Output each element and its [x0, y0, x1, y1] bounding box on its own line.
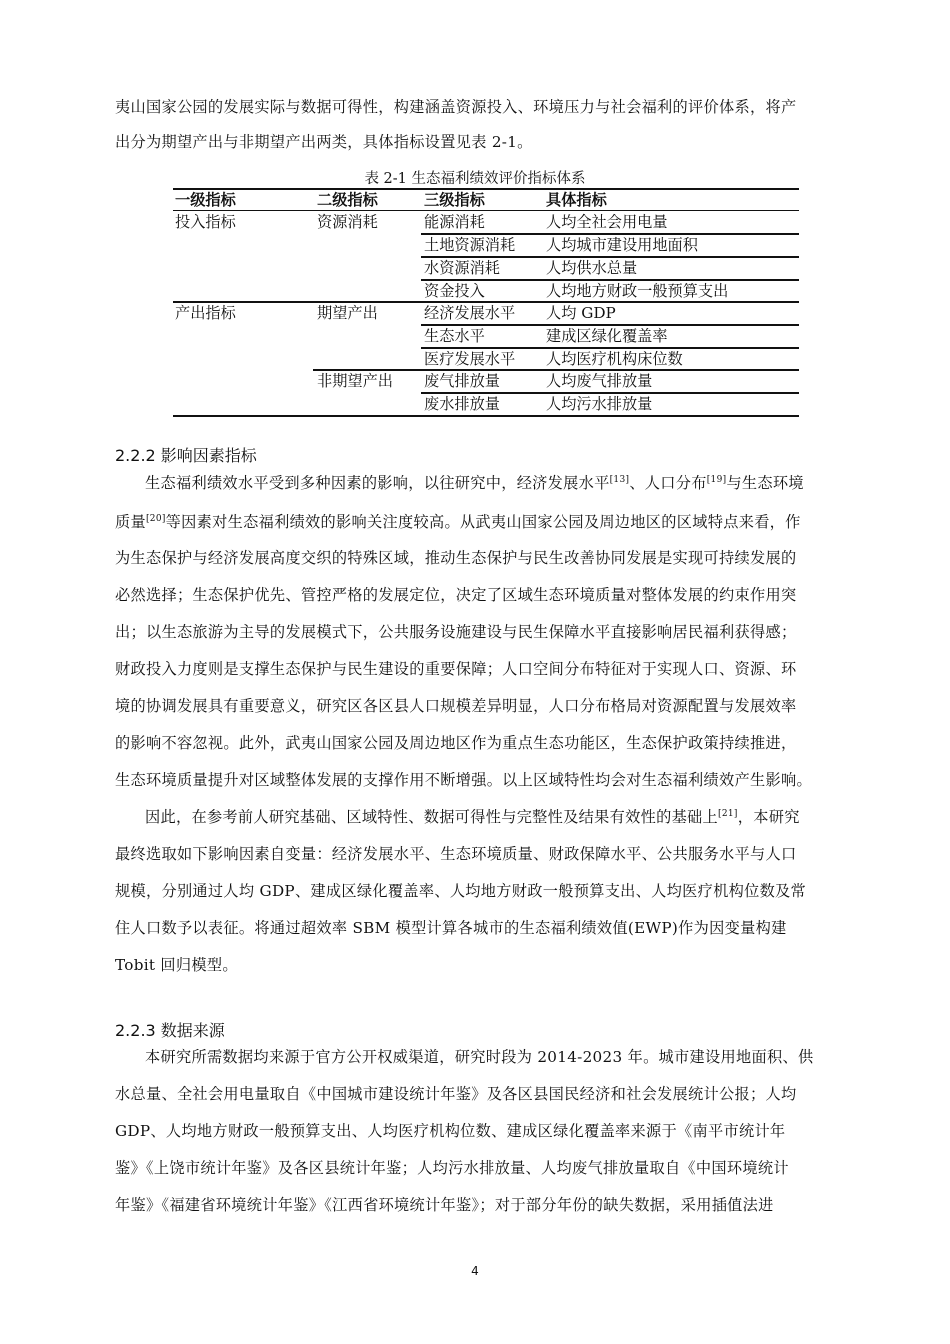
paragraph-line: GDP、人均地方财政一般预算支出、人均医疗机构位数、建成区绿化覆盖率来源于《南平市统计年	[115, 1122, 786, 1140]
table-header-rule	[173, 210, 799, 211]
table-caption: 表 2-1 生态福利绩效评价指标体系	[364, 171, 586, 187]
paragraph-line: Tobit 回归模型。	[115, 956, 238, 974]
paragraph-line: 必然选择；生态保护优先、管控严格的发展定位，决定了区域生态环境质量对整体发展的约束作用突	[115, 586, 797, 604]
table-cell-level3: 水资源消耗	[424, 259, 500, 277]
paragraph-line: 境的协调发展具有重要意义，研究区各区县人口规模差异明显，人口分布格局对资源配置与发展效率	[115, 697, 797, 715]
table-cell-level3: 资金投入	[424, 282, 485, 300]
table-cell-spec: 人均城市建设用地面积	[546, 236, 698, 254]
table-cell-spec: 人均污水排放量	[546, 395, 653, 413]
paragraph-line: 质量[20]等因素对生态福利绩效的影响关注度较高。从武夷山国家公园及周边地区的区域特点来看，作	[115, 513, 801, 531]
table-cell-spec: 建成区绿化覆盖率	[546, 327, 668, 345]
table-cell-level3: 生态水平	[424, 327, 485, 345]
citation: [19]	[706, 475, 727, 485]
citation: [20]	[145, 514, 166, 524]
table-cell-spec: 人均医疗机构床位数	[546, 350, 683, 368]
citation: [13]	[609, 475, 630, 485]
table-bottom-rule	[173, 415, 799, 417]
paragraph-line: 生态环境质量提升对区域整体发展的支撑作用不断增强。以上区域特性均会对生态福利绩效产生影响。	[115, 771, 812, 789]
paragraph-line: 因此，在参考前人研究基础、区域特性、数据可得性与完整性及结果有效性的基础上[21]，本研究	[145, 808, 800, 826]
header-level1: 一级指标	[175, 191, 236, 209]
paragraph-line: 水总量、全社会用电量取自《中国城市建设统计年鉴》及各区县国民经济和社会发展统计公报；人均	[115, 1085, 797, 1103]
header-level3: 三级指标	[424, 191, 485, 209]
indicator-table	[173, 188, 799, 417]
header-level2: 二级指标	[317, 191, 378, 209]
paragraph-line: 的影响不容忽视。此外，武夷山国家公园及周边地区作为重点生态功能区，生态保护政策持续推进，	[115, 734, 797, 752]
table-cell-level3: 经济发展水平	[424, 304, 516, 322]
header-specific: 具体指标	[546, 191, 607, 209]
table-cell-spec: 人均全社会用电量	[546, 213, 668, 231]
paragraph-line: 住人口数予以表征。将通过超效率 SBM 模型计算各城市的生态福利绩效值(EWP)作为因变量构建	[115, 919, 787, 937]
table-cell-spec: 人均 GDP	[546, 304, 616, 322]
paragraph-line: 生态福利绩效水平受到多种因素的影响，以往研究中，经济发展水平[13]、人口分布[19]与生态环境	[145, 474, 804, 492]
section-heading: 2.2.2 影响因素指标	[115, 446, 257, 465]
paragraph-line: 出；以生态旅游为主导的发展模式下，公共服务设施建设与民生保障水平直接影响居民福利获得感；	[115, 623, 797, 641]
paragraph-line: 为生态保护与经济发展高度交织的特殊区域，推动生态保护与民生改善协同发展是实现可持续发展的	[115, 549, 797, 567]
level1-output: 产出指标	[175, 304, 236, 322]
level2-undesired: 非期望产出	[317, 372, 393, 390]
section-heading: 2.2.3 数据来源	[115, 1021, 225, 1040]
table-cell-level3: 医疗发展水平	[424, 350, 516, 368]
table-cell-level3: 土地资源消耗	[424, 236, 516, 254]
intro-line-2: 出分为期望产出与非期望产出两类，具体指标设置见表 2-1。	[115, 133, 533, 151]
paragraph-line: 最终选取如下影响因素自变量：经济发展水平、生态环境质量、财政保障水平、公共服务水平与人口	[115, 845, 797, 863]
table-cell-level3: 能源消耗	[424, 213, 485, 231]
paragraph-line: 财政投入力度则是支撑生态保护与民生建设的重要保障；人口空间分布特征对于实现人口、资源、环	[115, 660, 797, 678]
paragraph-line: 规模，分别通过人均 GDP、建成区绿化覆盖率、人均地方财政一般预算支出、人均医疗机构位数及常	[115, 882, 807, 900]
level1-input: 投入指标	[175, 213, 236, 231]
paragraph-line: 年鉴》《福建省环境统计年鉴》《江西省环境统计年鉴》；对于部分年份的缺失数据，采用插值法进	[115, 1196, 774, 1214]
page-number: 4	[471, 1264, 479, 1278]
citation: [21]	[718, 809, 738, 819]
level2-resource: 资源消耗	[317, 213, 378, 231]
paragraph-line: 鉴》《上饶市统计年鉴》及各区县统计年鉴；人均污水排放量、人均废气排放量取自《中国环境统计	[115, 1159, 789, 1177]
table-cell-level3: 废水排放量	[424, 395, 500, 413]
table-cell-spec: 人均废气排放量	[546, 372, 653, 390]
table-cell-spec: 人均供水总量	[546, 259, 638, 277]
table-top-rule	[173, 188, 799, 190]
intro-line-1: 夷山国家公园的发展实际与数据可得性，构建涵盖资源投入、环境压力与社会福利的评价体系，将产	[115, 98, 797, 116]
level2-desired: 期望产出	[317, 304, 378, 322]
table-cell-spec: 人均地方财政一般预算支出	[546, 282, 729, 300]
table-cell-level3: 废气排放量	[424, 372, 500, 390]
paragraph-line: 本研究所需数据均来源于官方公开权威渠道，研究时段为 2014-2023 年。城市建设用地面积、供	[145, 1048, 814, 1066]
